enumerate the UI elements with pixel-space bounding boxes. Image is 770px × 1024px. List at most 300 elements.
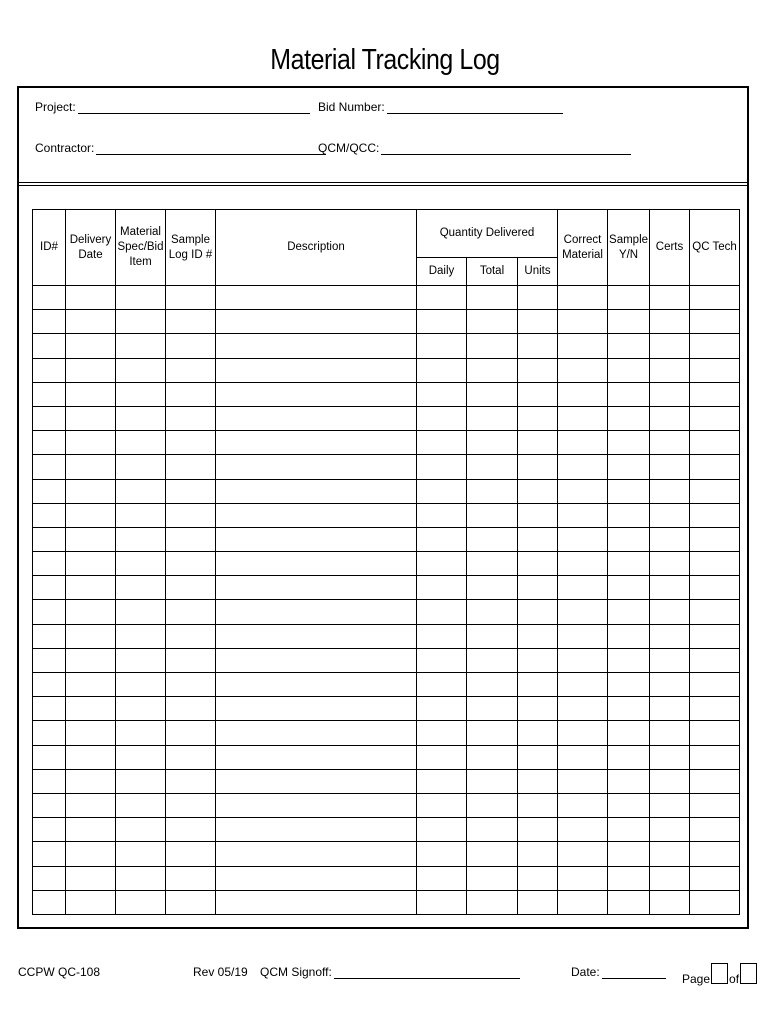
cell-units[interactable] [518, 793, 558, 817]
cell-sample-yn[interactable] [608, 455, 650, 479]
cell-units[interactable] [518, 818, 558, 842]
cell-total[interactable] [467, 769, 518, 793]
cell-daily[interactable] [417, 866, 467, 890]
contractor-line[interactable] [96, 142, 326, 155]
cell-delivery-date[interactable] [66, 310, 116, 334]
cell-id[interactable] [33, 648, 66, 672]
cell-total[interactable] [467, 286, 518, 310]
cell-material-spec[interactable] [116, 479, 166, 503]
cell-sample-yn[interactable] [608, 818, 650, 842]
cell-certs[interactable] [650, 358, 690, 382]
cell-total[interactable] [467, 479, 518, 503]
cell-description[interactable] [216, 382, 417, 406]
cell-daily[interactable] [417, 431, 467, 455]
cell-daily[interactable] [417, 600, 467, 624]
cell-description[interactable] [216, 769, 417, 793]
bid-number-field[interactable] [318, 100, 563, 114]
cell-material-spec[interactable] [116, 697, 166, 721]
cell-total[interactable] [467, 624, 518, 648]
cell-sample-log[interactable] [166, 793, 216, 817]
cell-certs[interactable] [650, 503, 690, 527]
cell-total[interactable] [467, 552, 518, 576]
cell-delivery-date[interactable] [66, 866, 116, 890]
cell-sample-log[interactable] [166, 552, 216, 576]
cell-total[interactable] [467, 503, 518, 527]
cell-sample-log[interactable] [166, 527, 216, 551]
cell-material-spec[interactable] [116, 358, 166, 382]
cell-correct-material[interactable] [558, 721, 608, 745]
cell-certs[interactable] [650, 721, 690, 745]
cell-id[interactable] [33, 358, 66, 382]
cell-delivery-date[interactable] [66, 890, 116, 914]
cell-id[interactable] [33, 890, 66, 914]
cell-material-spec[interactable] [116, 745, 166, 769]
cell-description[interactable] [216, 673, 417, 697]
cell-daily[interactable] [417, 552, 467, 576]
cell-correct-material[interactable] [558, 503, 608, 527]
cell-certs[interactable] [650, 431, 690, 455]
cell-description[interactable] [216, 842, 417, 866]
cell-sample-yn[interactable] [608, 527, 650, 551]
cell-units[interactable] [518, 697, 558, 721]
cell-qc-tech[interactable] [690, 431, 740, 455]
cell-sample-yn[interactable] [608, 600, 650, 624]
cell-id[interactable] [33, 310, 66, 334]
cell-qc-tech[interactable] [690, 842, 740, 866]
cell-sample-yn[interactable] [608, 721, 650, 745]
cell-total[interactable] [467, 818, 518, 842]
cell-delivery-date[interactable] [66, 818, 116, 842]
cell-id[interactable] [33, 745, 66, 769]
cell-sample-yn[interactable] [608, 697, 650, 721]
cell-total[interactable] [467, 576, 518, 600]
cell-id[interactable] [33, 479, 66, 503]
cell-sample-log[interactable] [166, 842, 216, 866]
cell-sample-log[interactable] [166, 721, 216, 745]
cell-description[interactable] [216, 310, 417, 334]
cell-qc-tech[interactable] [690, 479, 740, 503]
cell-units[interactable] [518, 527, 558, 551]
cell-total[interactable] [467, 890, 518, 914]
cell-daily[interactable] [417, 455, 467, 479]
cell-sample-yn[interactable] [608, 552, 650, 576]
project-line[interactable] [78, 101, 310, 114]
contractor-field[interactable] [35, 141, 326, 155]
cell-correct-material[interactable] [558, 866, 608, 890]
cell-certs[interactable] [650, 600, 690, 624]
cell-id[interactable] [33, 697, 66, 721]
cell-units[interactable] [518, 358, 558, 382]
cell-material-spec[interactable] [116, 406, 166, 430]
cell-daily[interactable] [417, 503, 467, 527]
cell-material-spec[interactable] [116, 842, 166, 866]
cell-sample-log[interactable] [166, 358, 216, 382]
qcm-signoff-field[interactable] [260, 965, 520, 979]
cell-total[interactable] [467, 431, 518, 455]
cell-correct-material[interactable] [558, 842, 608, 866]
cell-material-spec[interactable] [116, 286, 166, 310]
cell-material-spec[interactable] [116, 721, 166, 745]
cell-description[interactable] [216, 818, 417, 842]
cell-sample-log[interactable] [166, 479, 216, 503]
cell-id[interactable] [33, 721, 66, 745]
cell-total[interactable] [467, 842, 518, 866]
cell-units[interactable] [518, 455, 558, 479]
cell-correct-material[interactable] [558, 793, 608, 817]
cell-daily[interactable] [417, 527, 467, 551]
cell-id[interactable] [33, 624, 66, 648]
cell-sample-log[interactable] [166, 600, 216, 624]
cell-description[interactable] [216, 334, 417, 358]
cell-daily[interactable] [417, 745, 467, 769]
cell-correct-material[interactable] [558, 697, 608, 721]
cell-description[interactable] [216, 286, 417, 310]
cell-daily[interactable] [417, 286, 467, 310]
cell-sample-yn[interactable] [608, 334, 650, 358]
cell-delivery-date[interactable] [66, 842, 116, 866]
cell-material-spec[interactable] [116, 890, 166, 914]
cell-certs[interactable] [650, 866, 690, 890]
cell-daily[interactable] [417, 358, 467, 382]
cell-delivery-date[interactable] [66, 624, 116, 648]
cell-sample-log[interactable] [166, 431, 216, 455]
cell-id[interactable] [33, 576, 66, 600]
cell-description[interactable] [216, 721, 417, 745]
cell-units[interactable] [518, 479, 558, 503]
cell-sample-yn[interactable] [608, 890, 650, 914]
cell-certs[interactable] [650, 769, 690, 793]
cell-daily[interactable] [417, 648, 467, 672]
cell-qc-tech[interactable] [690, 286, 740, 310]
cell-description[interactable] [216, 745, 417, 769]
cell-id[interactable] [33, 842, 66, 866]
cell-sample-yn[interactable] [608, 624, 650, 648]
cell-correct-material[interactable] [558, 624, 608, 648]
cell-correct-material[interactable] [558, 358, 608, 382]
cell-description[interactable] [216, 455, 417, 479]
cell-total[interactable] [467, 721, 518, 745]
cell-units[interactable] [518, 310, 558, 334]
cell-correct-material[interactable] [558, 431, 608, 455]
cell-material-spec[interactable] [116, 769, 166, 793]
cell-units[interactable] [518, 890, 558, 914]
cell-correct-material[interactable] [558, 673, 608, 697]
cell-id[interactable] [33, 673, 66, 697]
cell-material-spec[interactable] [116, 673, 166, 697]
cell-delivery-date[interactable] [66, 431, 116, 455]
cell-qc-tech[interactable] [690, 310, 740, 334]
cell-daily[interactable] [417, 310, 467, 334]
cell-description[interactable] [216, 479, 417, 503]
cell-daily[interactable] [417, 334, 467, 358]
cell-certs[interactable] [650, 310, 690, 334]
cell-qc-tech[interactable] [690, 527, 740, 551]
cell-certs[interactable] [650, 818, 690, 842]
cell-delivery-date[interactable] [66, 552, 116, 576]
cell-description[interactable] [216, 648, 417, 672]
cell-qc-tech[interactable] [690, 600, 740, 624]
cell-delivery-date[interactable] [66, 673, 116, 697]
cell-delivery-date[interactable] [66, 406, 116, 430]
cell-total[interactable] [467, 793, 518, 817]
cell-id[interactable] [33, 769, 66, 793]
cell-sample-log[interactable] [166, 576, 216, 600]
cell-correct-material[interactable] [558, 479, 608, 503]
cell-delivery-date[interactable] [66, 745, 116, 769]
cell-sample-log[interactable] [166, 673, 216, 697]
cell-material-spec[interactable] [116, 818, 166, 842]
cell-certs[interactable] [650, 697, 690, 721]
cell-total[interactable] [467, 406, 518, 430]
cell-units[interactable] [518, 552, 558, 576]
cell-delivery-date[interactable] [66, 479, 116, 503]
cell-certs[interactable] [650, 648, 690, 672]
cell-material-spec[interactable] [116, 552, 166, 576]
cell-correct-material[interactable] [558, 890, 608, 914]
cell-qc-tech[interactable] [690, 334, 740, 358]
cell-correct-material[interactable] [558, 769, 608, 793]
cell-sample-log[interactable] [166, 406, 216, 430]
cell-certs[interactable] [650, 842, 690, 866]
cell-id[interactable] [33, 286, 66, 310]
page-total-box[interactable] [740, 963, 757, 984]
cell-correct-material[interactable] [558, 382, 608, 406]
cell-id[interactable] [33, 552, 66, 576]
cell-id[interactable] [33, 334, 66, 358]
cell-units[interactable] [518, 866, 558, 890]
cell-units[interactable] [518, 406, 558, 430]
cell-sample-yn[interactable] [608, 769, 650, 793]
cell-delivery-date[interactable] [66, 503, 116, 527]
cell-delivery-date[interactable] [66, 576, 116, 600]
cell-daily[interactable] [417, 673, 467, 697]
cell-qc-tech[interactable] [690, 697, 740, 721]
cell-units[interactable] [518, 721, 558, 745]
cell-description[interactable] [216, 697, 417, 721]
cell-qc-tech[interactable] [690, 624, 740, 648]
cell-material-spec[interactable] [116, 334, 166, 358]
cell-daily[interactable] [417, 406, 467, 430]
cell-certs[interactable] [650, 286, 690, 310]
cell-sample-yn[interactable] [608, 745, 650, 769]
cell-id[interactable] [33, 793, 66, 817]
qcm-qcc-field[interactable] [318, 141, 631, 155]
cell-correct-material[interactable] [558, 286, 608, 310]
cell-description[interactable] [216, 358, 417, 382]
cell-material-spec[interactable] [116, 600, 166, 624]
cell-delivery-date[interactable] [66, 600, 116, 624]
cell-correct-material[interactable] [558, 600, 608, 624]
cell-certs[interactable] [650, 673, 690, 697]
cell-description[interactable] [216, 552, 417, 576]
cell-material-spec[interactable] [116, 431, 166, 455]
cell-correct-material[interactable] [558, 310, 608, 334]
cell-total[interactable] [467, 527, 518, 551]
cell-qc-tech[interactable] [690, 648, 740, 672]
cell-sample-log[interactable] [166, 818, 216, 842]
cell-units[interactable] [518, 382, 558, 406]
cell-id[interactable] [33, 600, 66, 624]
cell-sample-yn[interactable] [608, 479, 650, 503]
cell-sample-yn[interactable] [608, 310, 650, 334]
cell-certs[interactable] [650, 745, 690, 769]
cell-id[interactable] [33, 455, 66, 479]
cell-delivery-date[interactable] [66, 527, 116, 551]
date-line[interactable] [602, 965, 666, 979]
cell-sample-yn[interactable] [608, 793, 650, 817]
cell-description[interactable] [216, 576, 417, 600]
cell-description[interactable] [216, 866, 417, 890]
cell-units[interactable] [518, 600, 558, 624]
cell-daily[interactable] [417, 382, 467, 406]
cell-sample-yn[interactable] [608, 673, 650, 697]
cell-material-spec[interactable] [116, 382, 166, 406]
cell-qc-tech[interactable] [690, 721, 740, 745]
cell-units[interactable] [518, 576, 558, 600]
cell-qc-tech[interactable] [690, 890, 740, 914]
cell-daily[interactable] [417, 697, 467, 721]
cell-units[interactable] [518, 334, 558, 358]
cell-total[interactable] [467, 382, 518, 406]
cell-sample-yn[interactable] [608, 842, 650, 866]
cell-sample-log[interactable] [166, 624, 216, 648]
cell-qc-tech[interactable] [690, 818, 740, 842]
cell-qc-tech[interactable] [690, 552, 740, 576]
cell-description[interactable] [216, 527, 417, 551]
cell-correct-material[interactable] [558, 406, 608, 430]
cell-sample-log[interactable] [166, 310, 216, 334]
cell-material-spec[interactable] [116, 503, 166, 527]
cell-qc-tech[interactable] [690, 406, 740, 430]
cell-total[interactable] [467, 648, 518, 672]
cell-qc-tech[interactable] [690, 382, 740, 406]
cell-correct-material[interactable] [558, 527, 608, 551]
cell-description[interactable] [216, 890, 417, 914]
cell-sample-log[interactable] [166, 455, 216, 479]
cell-description[interactable] [216, 406, 417, 430]
cell-qc-tech[interactable] [690, 455, 740, 479]
cell-sample-yn[interactable] [608, 503, 650, 527]
cell-correct-material[interactable] [558, 334, 608, 358]
cell-id[interactable] [33, 866, 66, 890]
cell-certs[interactable] [650, 552, 690, 576]
cell-daily[interactable] [417, 793, 467, 817]
cell-qc-tech[interactable] [690, 503, 740, 527]
cell-certs[interactable] [650, 527, 690, 551]
cell-material-spec[interactable] [116, 527, 166, 551]
cell-total[interactable] [467, 866, 518, 890]
cell-qc-tech[interactable] [690, 866, 740, 890]
cell-certs[interactable] [650, 793, 690, 817]
cell-certs[interactable] [650, 334, 690, 358]
cell-id[interactable] [33, 431, 66, 455]
cell-sample-log[interactable] [166, 866, 216, 890]
cell-delivery-date[interactable] [66, 793, 116, 817]
cell-material-spec[interactable] [116, 648, 166, 672]
page-number-box[interactable] [711, 963, 728, 984]
cell-units[interactable] [518, 745, 558, 769]
cell-certs[interactable] [650, 406, 690, 430]
cell-sample-log[interactable] [166, 745, 216, 769]
cell-qc-tech[interactable] [690, 745, 740, 769]
cell-sample-yn[interactable] [608, 358, 650, 382]
cell-delivery-date[interactable] [66, 358, 116, 382]
cell-description[interactable] [216, 624, 417, 648]
cell-material-spec[interactable] [116, 310, 166, 334]
cell-material-spec[interactable] [116, 793, 166, 817]
cell-units[interactable] [518, 286, 558, 310]
cell-id[interactable] [33, 406, 66, 430]
cell-delivery-date[interactable] [66, 455, 116, 479]
cell-total[interactable] [467, 673, 518, 697]
cell-description[interactable] [216, 503, 417, 527]
cell-sample-log[interactable] [166, 890, 216, 914]
page-number-field[interactable] [682, 965, 758, 986]
cell-qc-tech[interactable] [690, 769, 740, 793]
cell-material-spec[interactable] [116, 866, 166, 890]
cell-sample-yn[interactable] [608, 431, 650, 455]
cell-units[interactable] [518, 624, 558, 648]
cell-daily[interactable] [417, 721, 467, 745]
cell-units[interactable] [518, 769, 558, 793]
cell-daily[interactable] [417, 576, 467, 600]
cell-total[interactable] [467, 310, 518, 334]
cell-correct-material[interactable] [558, 648, 608, 672]
cell-sample-yn[interactable] [608, 648, 650, 672]
cell-sample-log[interactable] [166, 769, 216, 793]
cell-certs[interactable] [650, 576, 690, 600]
cell-qc-tech[interactable] [690, 673, 740, 697]
cell-sample-log[interactable] [166, 286, 216, 310]
cell-sample-yn[interactable] [608, 866, 650, 890]
cell-total[interactable] [467, 697, 518, 721]
cell-qc-tech[interactable] [690, 576, 740, 600]
cell-units[interactable] [518, 648, 558, 672]
cell-daily[interactable] [417, 818, 467, 842]
cell-correct-material[interactable] [558, 455, 608, 479]
cell-id[interactable] [33, 527, 66, 551]
cell-id[interactable] [33, 382, 66, 406]
cell-delivery-date[interactable] [66, 721, 116, 745]
cell-delivery-date[interactable] [66, 382, 116, 406]
cell-delivery-date[interactable] [66, 286, 116, 310]
cell-certs[interactable] [650, 890, 690, 914]
cell-certs[interactable] [650, 624, 690, 648]
cell-description[interactable] [216, 600, 417, 624]
cell-id[interactable] [33, 818, 66, 842]
cell-daily[interactable] [417, 479, 467, 503]
cell-sample-yn[interactable] [608, 576, 650, 600]
cell-material-spec[interactable] [116, 576, 166, 600]
cell-sample-log[interactable] [166, 503, 216, 527]
cell-description[interactable] [216, 431, 417, 455]
cell-units[interactable] [518, 503, 558, 527]
cell-total[interactable] [467, 745, 518, 769]
cell-daily[interactable] [417, 842, 467, 866]
cell-sample-yn[interactable] [608, 382, 650, 406]
cell-delivery-date[interactable] [66, 648, 116, 672]
cell-units[interactable] [518, 673, 558, 697]
bid-number-line[interactable] [387, 101, 563, 114]
cell-correct-material[interactable] [558, 552, 608, 576]
cell-sample-yn[interactable] [608, 406, 650, 430]
cell-certs[interactable] [650, 455, 690, 479]
cell-sample-yn[interactable] [608, 286, 650, 310]
cell-id[interactable] [33, 503, 66, 527]
cell-daily[interactable] [417, 890, 467, 914]
qcm-qcc-line[interactable] [381, 142, 631, 155]
cell-units[interactable] [518, 842, 558, 866]
